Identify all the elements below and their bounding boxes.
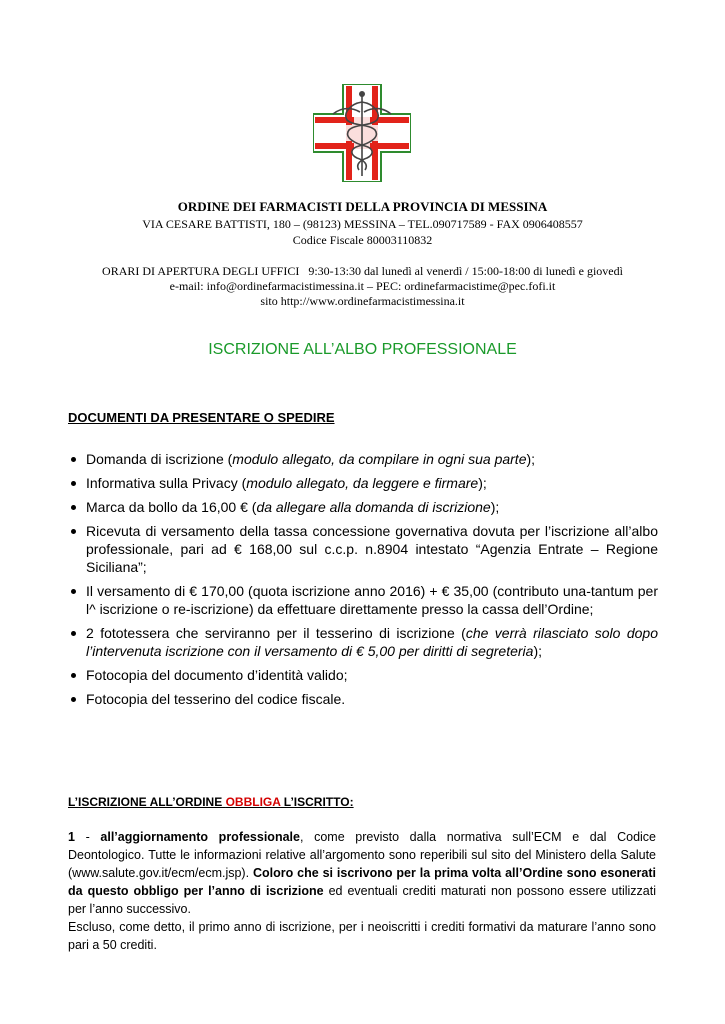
list-item: Ricevuta di versamento della tassa concessione governativa dovuta per l’iscrizione all’albo professionale, pari ad € 168,00 sul c.c.p. n.8904 intestato “Agenzia Entrate – Regione Siciliana”;	[68, 522, 658, 576]
page-title: ISCRIZIONE ALL’ALBO PROFESSIONALE	[208, 341, 517, 358]
obliga-highlight: OBBLIGA	[225, 795, 281, 809]
office-hours: ORARI DI APERTURA DEGLI UFFICI 9:30-13:30 dal lunedì al venerdì / 15:00-18:00 di lunedì e giovedì	[102, 264, 623, 278]
list-item: Informativa sulla Privacy (modulo allegato, da leggere e firmare);	[68, 474, 658, 492]
obligation-paragraph-1: 1 - all’aggiornamento professionale, come previsto dalla normativa sull’ECM e dal Codice Deontologico. Tutte le informazioni relative all’argomento sono reperibili sul sito del Ministero della Salute (www.salute.gov.it/ecm/ecm.jsp). Coloro che si iscrivono per la prima volta all’Ordine sono esonerati da questo obbligo per l’anno di iscrizione ed eventuali crediti maturati non possono essere utilizzati per l’anno successivo.	[68, 830, 657, 916]
list-item: Domanda di iscrizione (modulo allegato, da compilare in ogni sua parte);	[68, 450, 658, 468]
website: sito http://www.ordinefarmacistimessina.it	[260, 294, 465, 308]
obligations-heading: L’ISCRIZIONE ALL’ORDINE OBBLIGA L’ISCRITTO:	[68, 795, 354, 809]
contact-email: e-mail: info@ordinefarmacistimessina.it – PEC: ordinefarmacistime@pec.fofi.it	[169, 279, 556, 293]
fiscal-code: Codice Fiscale 80003110832	[292, 233, 433, 247]
bullet-icon	[71, 673, 76, 678]
bullet-icon	[71, 697, 76, 702]
list-item: Fotocopia del documento d’identità valido;	[68, 666, 658, 684]
list-item: 2 fototessera che serviranno per il tesserino di iscrizione (che verrà rilasciato solo dopo l’intervenuta iscrizione con il versamento di € 5,00 per diritti di segreteria);	[68, 624, 658, 660]
bullet-icon	[71, 505, 76, 510]
obligation-paragraph-2: Escluso, come detto, il primo anno di iscrizione, per i neoiscritti i crediti formativi da maturare l’anno sono pari a 50 crediti.	[68, 920, 656, 952]
documents-list	[68, 450, 658, 714]
bullet-icon	[71, 481, 76, 486]
bullet-icon	[71, 529, 76, 534]
list-item: Il versamento di € 170,00 (quota iscrizione anno 2016) + € 35,00 (contributo una-tantum per l^ iscrizione o re-iscrizione) da effettuare direttamente presso la cassa dell’Ordine;	[68, 582, 658, 618]
list-item: Marca da bollo da 16,00 € (da allegare alla domanda di iscrizione);	[68, 498, 658, 516]
red-cross-caduceus-logo-icon	[313, 84, 411, 182]
org-name: ORDINE DEI FARMACISTI DELLA PROVINCIA DI MESSINA	[177, 199, 548, 214]
documents-heading: DOCUMENTI DA PRESENTARE O SPEDIRE	[68, 410, 335, 425]
org-address: VIA CESARE BATTISTI, 180 – (98123) MESSINA – TEL.090717589 - FAX 0906408557	[142, 217, 583, 231]
bullet-icon	[71, 589, 76, 594]
bullet-icon	[71, 631, 76, 636]
list-item: Fotocopia del tesserino del codice fiscale.	[68, 690, 658, 708]
bullet-icon	[71, 457, 76, 462]
